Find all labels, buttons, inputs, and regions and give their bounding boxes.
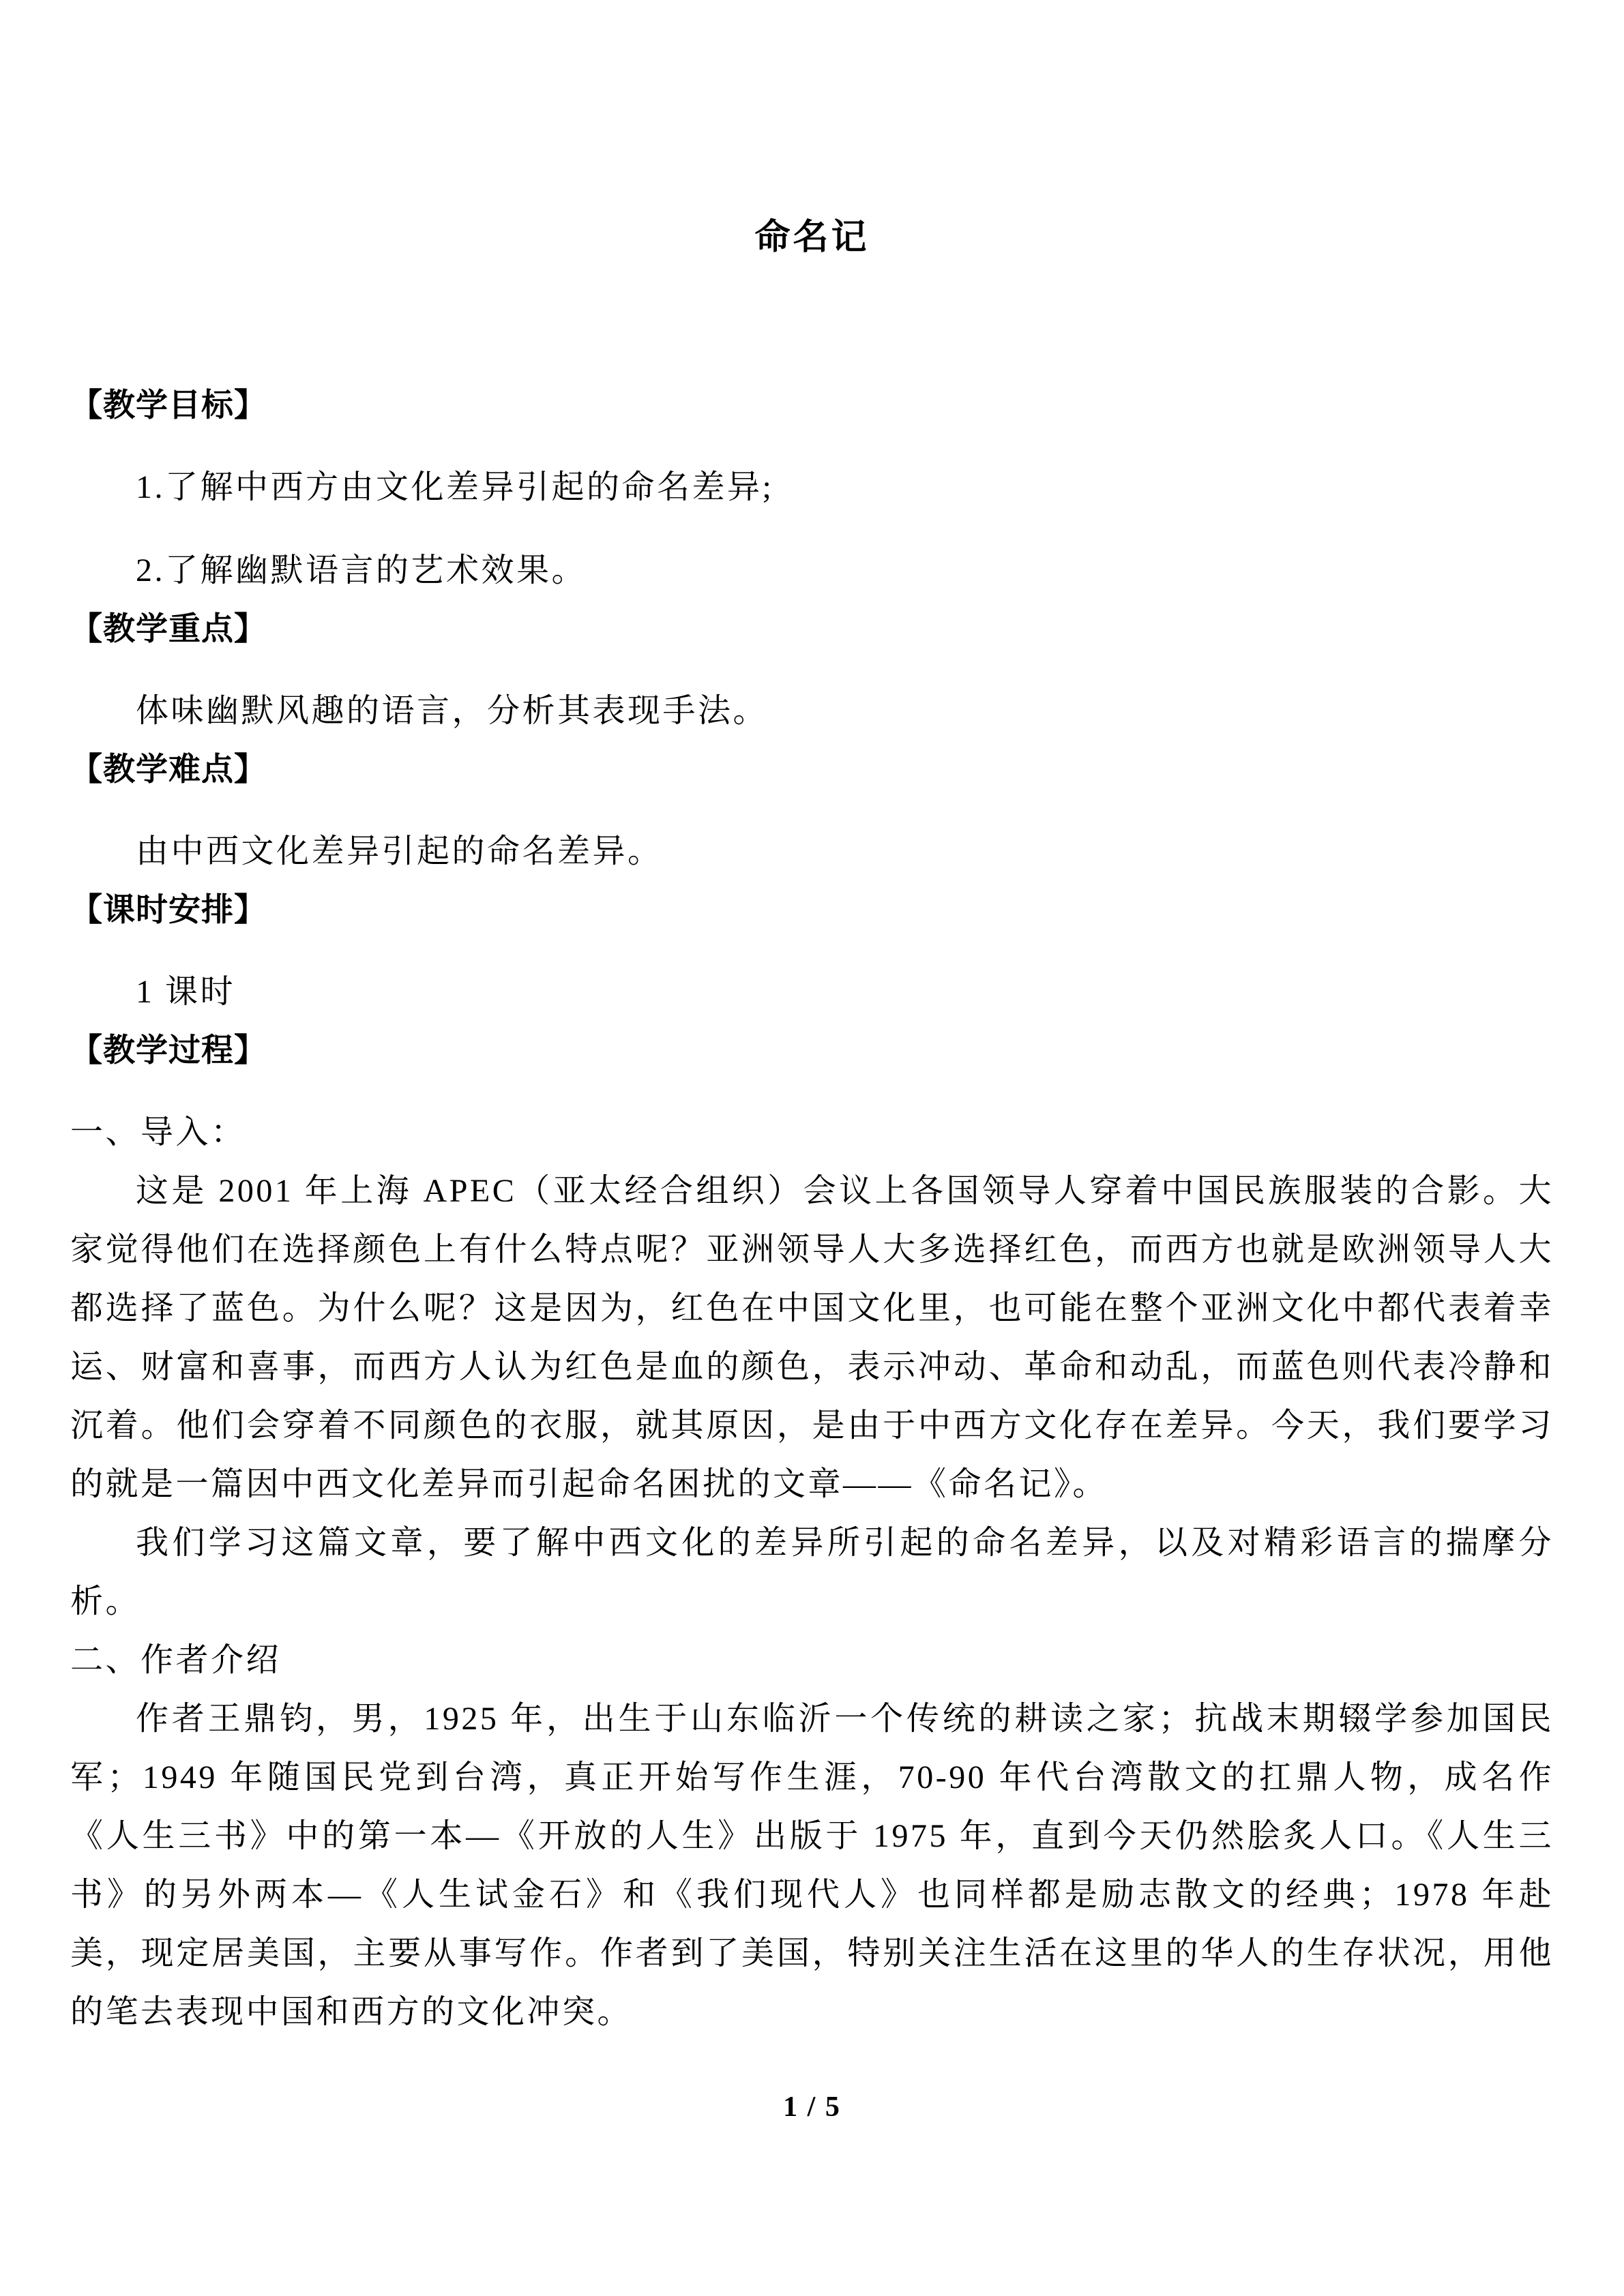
section-heading-teaching-process: 【教学过程】 <box>70 1033 267 1069</box>
section-heading-teaching-difficulty: 【教学难点】 <box>70 752 267 788</box>
process-part2-label: 二、作者介绍 <box>70 1642 282 1679</box>
class-schedule-text: 1 课时 <box>136 974 236 1011</box>
study-goal-paragraph: 我们学习这篇文章，要了解中西文化的差异所引起的命名差异，以及对精彩语言的揣摩分析。 <box>70 1525 1554 1620</box>
teaching-focus-text: 体味幽默风趣的语言，分析其表现手法。 <box>136 693 769 730</box>
page-number: 1 / 5 <box>783 2091 841 2123</box>
teaching-objective-item-2: 2.了解幽默语言的艺术效果。 <box>136 552 587 589</box>
teaching-objective-item-1: 1.了解中西方由文化差异引起的命名差异; <box>136 469 774 506</box>
document-title: 命名记 <box>754 218 870 257</box>
section-heading-teaching-focus: 【教学重点】 <box>70 612 267 648</box>
process-part1-label: 一、导入： <box>70 1114 246 1151</box>
section-heading-teaching-objectives: 【教学目标】 <box>70 388 267 424</box>
intro-paragraph: 这是 2001 年上海 APEC（亚太经合组织）会议上各国领导人穿着中国民族服装的合影。大家觉得他们在选择颜色上有什么特点呢？亚洲领导人大多选择红色，而西方也就是欧洲领导人大都选择了蓝色。为什么呢？这是因为，红色在中国文化里，也可能在整个亚洲文化中都代表着幸运、财富和喜事，而西方人认为红色是血的颜色，表示冲动、革命和动乱，而蓝色则代表冷静和沉着。他们会穿着不同颜色的衣服，就其原因，是由于中西方文化存在差异。今天，我们要学习的就是一篇因中西文化差异而引起命名困扰的文章——《命名记》。 <box>70 1173 1554 1503</box>
teaching-difficulty-text: 由中西文化差异引起的命名差异。 <box>136 833 663 870</box>
section-heading-class-schedule: 【课时安排】 <box>70 893 267 929</box>
author-introduction-paragraph: 作者王鼎钧，男，1925 年，出生于山东临沂一个传统的耕读之家；抗战末期辍学参加国民军；1949 年随国民党到台湾，真正开始写作生涯，70-90 年代台湾散文的扛鼎人物，成名作《人生三书》中的第一本—《开放的人生》出版于 1975 年，直到今天仍然脍炙人口。《人生三书》的另外两本—《人生试金石》和《我们现代人》也同样都是励志散文的经典；1978 年赴美，现定居美国，主要从事写作。作者到了美国，特别关注生活在这里的华人的生存状况，用他的笔去表现中国和西方的文化冲突。 <box>70 1701 1554 2031</box>
